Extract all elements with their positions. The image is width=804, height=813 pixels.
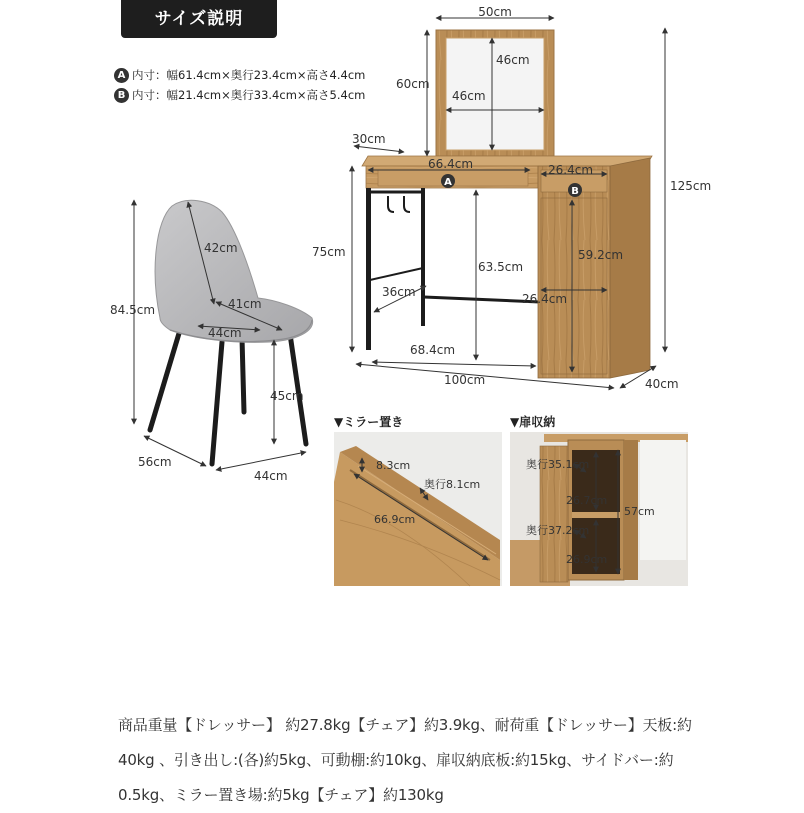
cabinet-width-label: 26.4cm [522,292,568,306]
hook-1 [388,196,394,212]
chair-leg-front-left [150,330,180,430]
cabinet-section-title: ▼扉収納 [510,415,556,429]
chair-total-height-label: 84.5cm [110,303,156,317]
chair-back-height-label: 42cm [204,241,238,255]
chair-leg-front-right [212,342,222,464]
cabinet-total-height-label: 57cm [624,505,655,518]
left-lower-rail [370,268,423,280]
mirror-section-title: ▼ミラー置き [334,415,404,429]
drawer-b-mark: B [571,186,579,197]
knee-width-label: 68.4cm [410,343,456,357]
mirror-inner-height-label: 46cm [496,53,530,67]
page-title: サイズ説明 [121,0,277,38]
chair-seat-depth-label: 44cm [208,326,242,340]
total-height-label: 125cm [670,179,712,193]
drawer-a-mark: A [444,177,452,188]
total-depth-label: 40cm [645,377,679,391]
table-height-label: 75cm [312,245,346,259]
total-width-label: 100cm [444,373,486,387]
cabinet-upper-depth-label: 奥行35.1cm [526,458,590,471]
chair-seat-height-label: 45cm [270,389,304,403]
mirror-shelf-length-label: 66.9cm [374,513,416,526]
top-depth-label: 30cm [352,132,386,146]
knee-height-label: 63.5cm [478,260,524,274]
cabinet-lower-depth-label: 奥行37.2cm [526,524,590,537]
chair-shell [155,200,312,342]
legend-text-a: 内寸：幅61.4cm×奥行23.4cm×高さ4.4cm [132,68,366,82]
mirror-width-label: 50cm [478,5,512,19]
left-leg-front [366,188,371,350]
cabinet-side [610,158,650,378]
cabinet-door [541,198,607,374]
mirror-shelf-photo [334,432,502,586]
cabinet-height-label: 59.2cm [578,248,624,262]
chair-leg-width-label: 44cm [254,469,288,483]
drawer-b-width-label: 26.4cm [548,163,594,177]
cabinet-upper-height-label: 26.7cm [566,494,608,507]
drawer-a-width-label: 66.4cm [428,157,474,171]
chair-leg-depth-label: 56cm [138,455,172,469]
chair-leg-back-left [242,338,244,412]
legend-text-b: 内寸：幅21.4cm×奥行33.4cm×高さ5.4cm [132,88,366,102]
cabinet-lower-height-label: 26.9cm [566,553,608,566]
mirror-inner-width-label: 46cm [452,89,486,103]
mirror-shelf-height-label: 8.3cm [376,459,411,472]
legend-mark-a: A [114,68,129,83]
chair-seat-width-label: 41cm [228,297,262,311]
hook-2 [404,196,410,212]
left-leg-back [421,188,425,326]
weight-specs-text: 商品重量【ドレッサー】 約27.8kg【チェア】約3.9kg、耐荷重【ドレッサー】天板:約40kg 、引き出し:(各)約5kg、可動棚:約10kg、扉収納底板:約15kg、サイドバー:約0.5kg、ミラー置き場:約5kg【チェア】約130kg [118,716,692,804]
side-depth-label: 36cm [382,285,416,299]
dresser-top [362,156,652,166]
mirror-shelf-depth-label: 奥行8.1cm [424,478,481,491]
legend-mark-b: B [114,88,129,103]
mirror-height-label: 60cm [396,77,430,91]
